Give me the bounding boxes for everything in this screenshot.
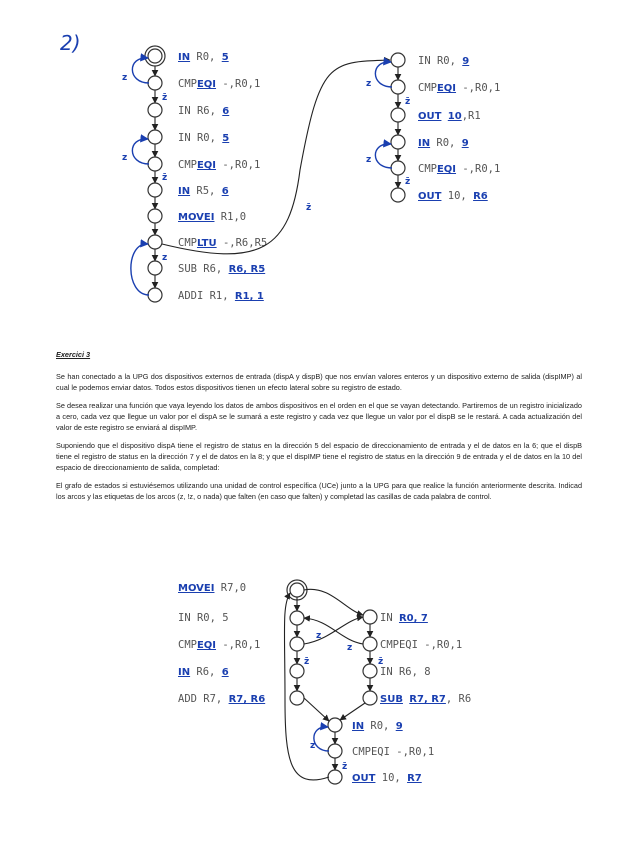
state-node-9 [148, 261, 162, 275]
state-node-3 [148, 103, 162, 117]
edge-label: z [366, 79, 372, 89]
state-diagram-1 [122, 46, 500, 302]
edge-label: z̄ [162, 93, 168, 103]
state-node-r2 [363, 637, 377, 651]
edge-label: z̄ [162, 173, 168, 183]
state-node-7 [148, 209, 162, 223]
exercise-title: Exercici 3 [56, 350, 91, 359]
edge-label: z̄ [378, 657, 384, 667]
instruction-label: SUB R7, R7, R6 [380, 693, 472, 705]
state-node-r6 [391, 188, 405, 202]
part-number: 2) [60, 31, 81, 55]
edge-label: z [316, 631, 322, 641]
instruction-label: CMPEQI -,R0,1 [418, 163, 501, 175]
paragraph-3: Suponiendo que el dispositivo dispA tiene el registro de status en la dirección 5 del espacio de direccionamiento de entrada y el de datos en la 6; que el dispB tiene el registro de status en la dirección 7 y el de datos en la 8; y que el dispIMP tiene el registro de status en la dirección 9 de entrada y el de datos en la 10 del espacio de direccionamiento de salida, completad: [56, 441, 582, 472]
state-node-c2 [328, 744, 342, 758]
instruction-label: ADDI R1, R1, 1 [178, 290, 264, 302]
instruction-label: IN R0, 9 [418, 55, 470, 67]
instruction-label: OUT 10, R7 [352, 772, 422, 784]
start-node [290, 583, 304, 597]
transition-edge [304, 617, 363, 644]
state-node-6 [148, 183, 162, 197]
instruction-label: CMPEQI -,R0,1 [178, 78, 261, 90]
edge-label: z [347, 643, 353, 653]
transition-edge [340, 703, 365, 720]
state-node-l4 [290, 691, 304, 705]
self-loop-edge [375, 62, 392, 87]
edge-label: z [122, 73, 128, 83]
edge-label: z̄ [405, 97, 411, 107]
transition-edge [304, 589, 363, 615]
state-node-l2 [290, 637, 304, 651]
state-node-l3 [290, 664, 304, 678]
state-node-2 [148, 76, 162, 90]
paragraph-1: Se han conectado a la UPG dos dispositivos externos de entrada (dispA y dispB) que nos envían valores enteros y un dispositivo externo de salida (dispIMP) al cual le podemos enviar datos. Todos estos dispositivos tienen un efecto lateral sobre su registro de estado. [56, 372, 582, 392]
instruction-label: MOVEI R1,0 [178, 211, 247, 223]
instruction-label: IN R6, 8 [380, 666, 431, 678]
state-node-c1 [328, 718, 342, 732]
instruction-label: IN R0, 5 [178, 51, 229, 63]
state-node-r3 [363, 664, 377, 678]
instruction-label: IN R0, 5 [178, 132, 230, 144]
state-node-4 [148, 130, 162, 144]
instruction-label: CMPEQI -,R0,1 [418, 82, 501, 94]
state-node-8 [148, 235, 162, 249]
edge-label: z̄ [342, 762, 348, 772]
state-node-r2 [391, 80, 405, 94]
state-node-r1 [363, 610, 377, 624]
instruction-label: IN R6, 6 [178, 105, 230, 117]
self-loop-edge [131, 244, 149, 295]
instruction-label: IN R6, 6 [178, 666, 229, 678]
instruction-label: IN R5, 6 [178, 185, 229, 197]
self-loop-edge [132, 139, 149, 164]
instruction-label: IN R0, 9 [352, 720, 403, 732]
state-node-l1 [290, 611, 304, 625]
edge-label: z̄ [304, 657, 310, 667]
exercise-text [56, 349, 582, 509]
state-node-r5 [391, 161, 405, 175]
instruction-label: CMPLTU -,R6,R5 [178, 237, 268, 249]
instruction-label: CMPEQI -,R0,1 [380, 639, 463, 651]
state-node-r4 [363, 691, 377, 705]
instruction-label: CMPEQI -,R0,1 [178, 639, 261, 651]
instruction-label: CMPEQI -,R0,1 [352, 746, 435, 758]
instruction-label: MOVEI R7,0 [178, 582, 247, 594]
transition-edge [304, 618, 363, 644]
edge-label: z [310, 741, 316, 751]
instruction-label: IN R0, 7 [380, 612, 428, 624]
instruction-label: SUB R6, R6, R5 [178, 263, 266, 275]
self-loop-edge [314, 727, 329, 751]
instruction-label: ADD R7, R7, R6 [178, 693, 266, 705]
transition-edge [304, 698, 329, 721]
state-diagram-2 [178, 580, 471, 784]
state-node-1 [148, 49, 162, 63]
instruction-label: OUT 10, R6 [418, 190, 488, 202]
instruction-label: CMPEQI -,R0,1 [178, 159, 261, 171]
edge-label: z̄ [306, 203, 312, 213]
state-node-c3 [328, 770, 342, 784]
edge-label: z [366, 155, 372, 165]
state-node-10 [148, 288, 162, 302]
paragraph-2: Se desea realizar una función que vaya leyendo los datos de ambos dispositivos en el orden en el que se vayan detectando. Partiremos de un registro inicializado a cero, cada vez que llegue un valor por el dispA se le sumará a este registro y cada vez que llegue un valor por el dispB se le restará. A cada actualización del valor de este registro se enviará al dispIMP. [56, 401, 582, 432]
instruction-label: IN R0, 5 [178, 612, 229, 624]
edge-label: z̄ [405, 177, 411, 187]
state-node-r3 [391, 108, 405, 122]
paragraph-4: El grafo de estados si estuviésemos utilizando una unidad de control específica (UCe) junto a la UPG para que realice la función anteriormente descrita. Indicad los arcos y las etiquetas de los arcos (z, !z, o nada) que falten (en caso que falten) y completad las casillas de cada palabra de control. [56, 481, 582, 501]
self-loop-edge [375, 144, 392, 168]
edge-label: z [162, 253, 168, 263]
instruction-label: IN R0, 9 [418, 137, 469, 149]
edge-label: z [122, 153, 128, 163]
state-node-r1 [391, 53, 405, 67]
instruction-label: OUT 10,R1 [418, 110, 481, 122]
state-node-r4 [391, 135, 405, 149]
state-node-5 [148, 157, 162, 171]
